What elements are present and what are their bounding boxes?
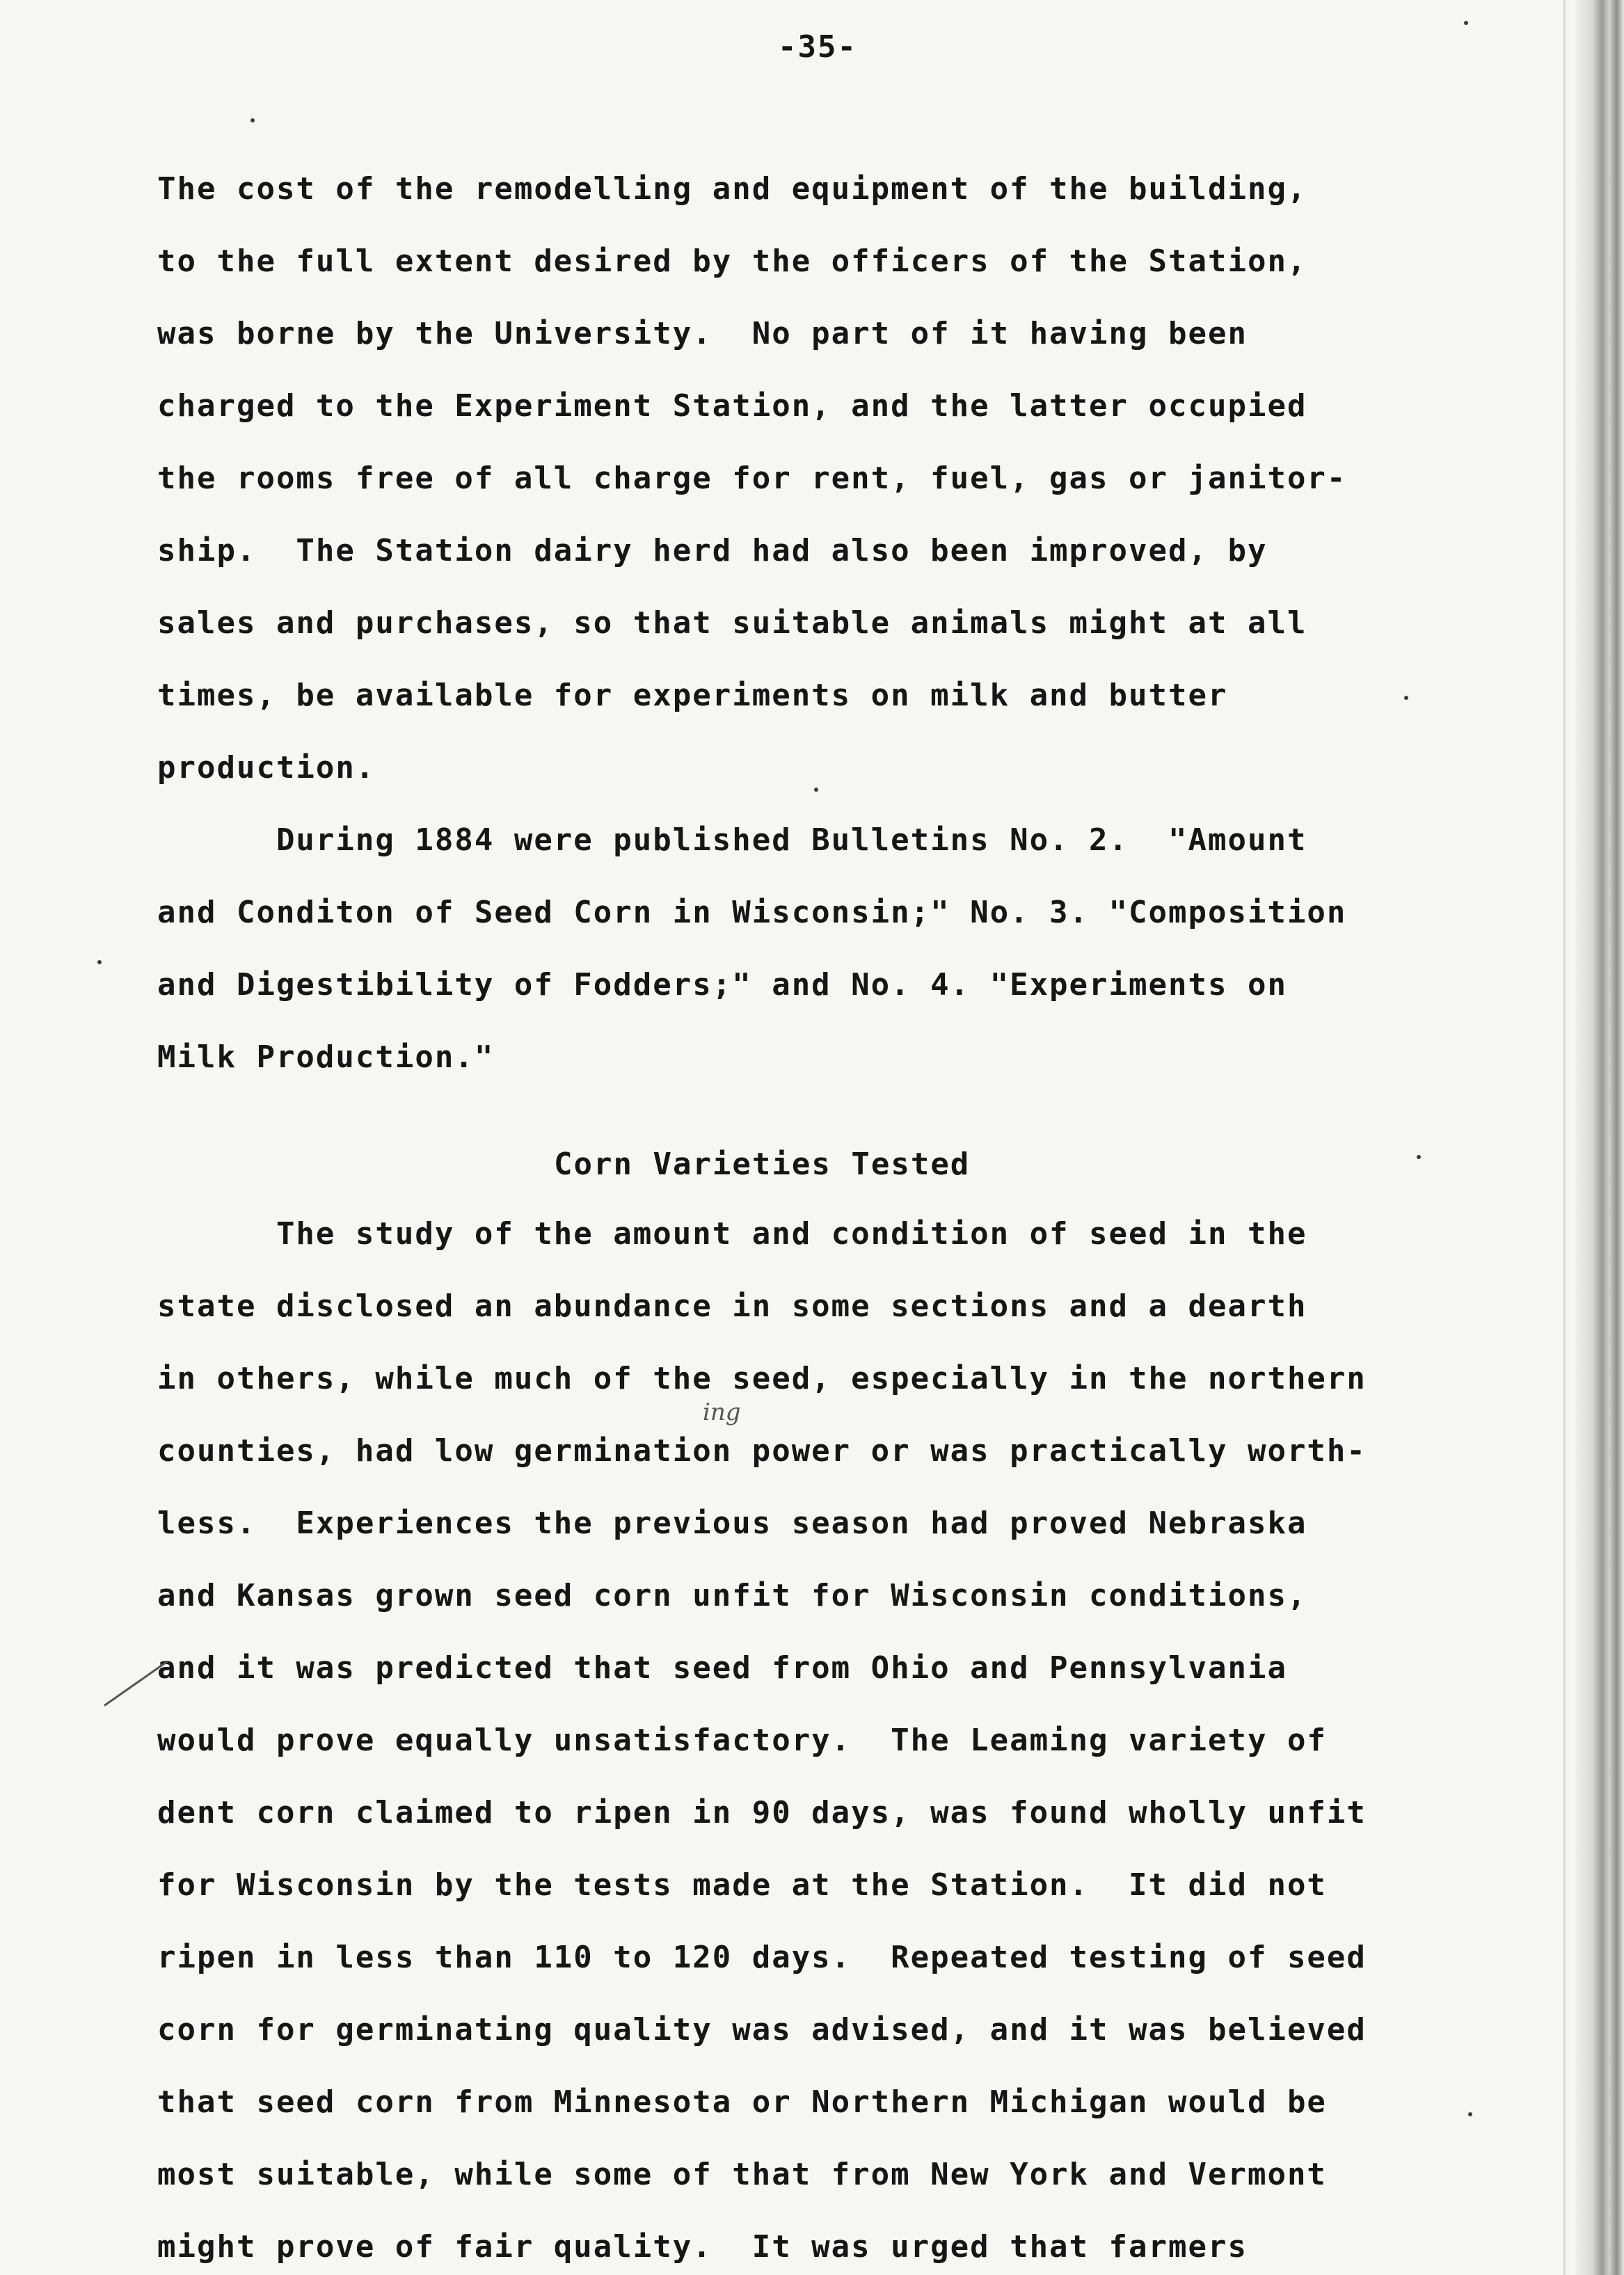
handwritten-note: ing [703, 1398, 741, 1426]
scan-speck [97, 960, 102, 964]
paragraph-line: production. [157, 750, 376, 785]
paragraph-line: for Wisconsin by the tests made at the Station. It did not [157, 1867, 1327, 1903]
paragraph-line: times, be available for experiments on milk and butter [157, 678, 1228, 713]
paragraph-line: the rooms free of all charge for rent, fuel, gas or janitor- [157, 461, 1347, 496]
paragraph-line: ripen in less than 110 to 120 days. Repeated testing of seed [157, 1940, 1367, 1975]
paragraph-line: dent corn claimed to ripen in 90 days, was found wholly unfit [157, 1795, 1367, 1830]
paragraph-line: corn for germinating quality was advised, and it was believed [157, 2012, 1367, 2048]
scan-speck [250, 118, 255, 122]
paragraph-line: in others, while much of the seed, especially in the northern [157, 1361, 1367, 1396]
paragraph-line: ship. The Station dairy herd had also been improved, by [157, 533, 1268, 568]
paragraph-line: and it was predicted that seed from Ohio and Pennsylvania [157, 1650, 1287, 1686]
paragraph-line: charged to the Experiment Station, and the latter occupied [157, 388, 1307, 424]
paragraph-line: Milk Production." [157, 1039, 495, 1075]
scan-speck [1464, 21, 1468, 25]
paragraph-line: and Conditon of Seed Corn in Wisconsin;" No. 3. "Composition [157, 895, 1347, 930]
paragraph-line: The study of the amount and condition of seed in the [157, 1216, 1307, 1252]
paragraph-line: was borne by the University. No part of it having been [157, 316, 1248, 351]
section-heading: Corn Varieties Tested [554, 1147, 971, 1182]
paragraph-line: sales and purchases, so that suitable animals might at all [157, 605, 1307, 641]
scan-edge-shadow [1575, 0, 1624, 2275]
paragraph-line: During 1884 were published Bulletins No. 2. "Amount [157, 822, 1307, 858]
paragraph-line: and Digestibility of Fodders;" and No. 4. "Experiments on [157, 967, 1287, 1003]
paragraph-line: most suitable, while some of that from New York and Vermont [157, 2157, 1327, 2192]
paragraph-line: counties, had low germination power or was practically worth- [157, 1433, 1367, 1469]
paragraph-line: would prove equally unsatisfactory. The Leaming variety of [157, 1723, 1327, 1758]
scan-edge-line [1563, 0, 1566, 2275]
paragraph-line: to the full extent desired by the officers of the Station, [157, 244, 1307, 279]
scan-speck [1417, 1155, 1421, 1159]
paragraph-line: The cost of the remodelling and equipment of the building, [157, 171, 1307, 207]
page-number: -35- [778, 29, 857, 65]
paragraph-line: and Kansas grown seed corn unfit for Wisconsin conditions, [157, 1578, 1307, 1613]
scan-speck [1468, 2112, 1472, 2116]
paragraph-line: might prove of fair quality. It was urged that farmers [157, 2229, 1248, 2265]
scan-speck [1404, 696, 1408, 700]
paragraph-line: less. Experiences the previous season had proved Nebraska [157, 1506, 1307, 1541]
paragraph-line: that seed corn from Minnesota or Northern Michigan would be [157, 2084, 1327, 2120]
scan-speck [814, 788, 818, 792]
paragraph-line: state disclosed an abundance in some sections and a dearth [157, 1288, 1307, 1324]
